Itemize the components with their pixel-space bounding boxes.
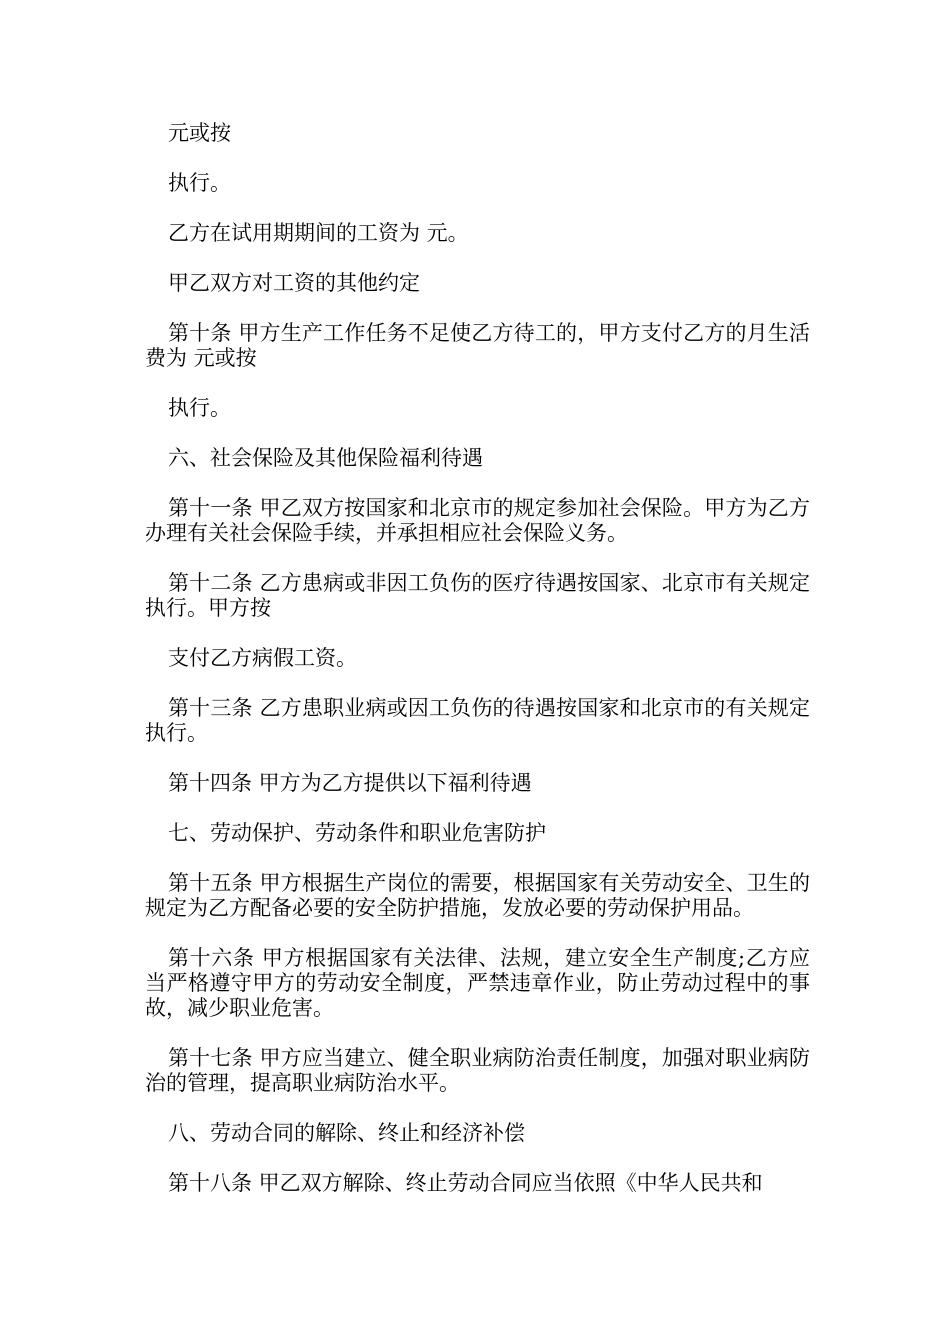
paragraph-article-12: 第十二条 乙方患病或非因工负伤的医疗待遇按国家、北京市有关规定执行。甲方按 [145,571,810,620]
paragraph-execute: 执行。 [168,171,231,195]
paragraph-sick-pay: 支付乙方病假工资。 [168,646,357,670]
paragraph-article-18: 第十八条 甲乙双方解除、终止劳动合同应当依照《中华人民共和 [168,1171,763,1195]
paragraph-article-10: 第十条 甲方生产工作任务不足使乙方待工的，甲方支付乙方的月生活费为 元或按 [145,321,810,370]
document-body [145,121,810,1221]
section-heading-labor-protection: 七、劳动保护、劳动条件和职业危害防护 [168,821,546,845]
paragraph-execute-2: 执行。 [168,396,231,420]
paragraph-wage-option: 元或按 [168,121,231,145]
section-heading-contract-termination: 八、劳动合同的解除、终止和经济补偿 [168,1121,525,1145]
paragraph-article-11: 第十一条 甲乙双方按国家和北京市的规定参加社会保险。甲方为乙方办理有关社会保险手续，并承担相应社会保险义务。 [145,496,810,545]
paragraph-probation-wage: 乙方在试用期期间的工资为 元。 [168,221,469,245]
paragraph-article-13: 第十三条 乙方患职业病或因工负伤的待遇按国家和北京市的有关规定执行。 [145,696,810,745]
paragraph-article-16: 第十六条 甲方根据国家有关法律、法规，建立安全生产制度;乙方应当严格遵守甲方的劳动安全制度，严禁违章作业，防止劳动过程中的事故，减少职业危害。 [145,946,810,1020]
paragraph-article-14: 第十四条 甲方为乙方提供以下福利待遇 [168,771,532,795]
paragraph-other-wage-terms: 甲乙双方对工资的其他约定 [168,271,420,295]
paragraph-article-15: 第十五条 甲方根据生产岗位的需要，根据国家有关劳动安全、卫生的规定为乙方配备必要的安全防护措施，发放必要的劳动保护用品。 [145,871,810,920]
section-heading-social-insurance: 六、社会保险及其他保险福利待遇 [168,446,483,470]
paragraph-article-17: 第十七条 甲方应当建立、健全职业病防治责任制度，加强对职业病防治的管理，提高职业病防治水平。 [145,1046,810,1095]
